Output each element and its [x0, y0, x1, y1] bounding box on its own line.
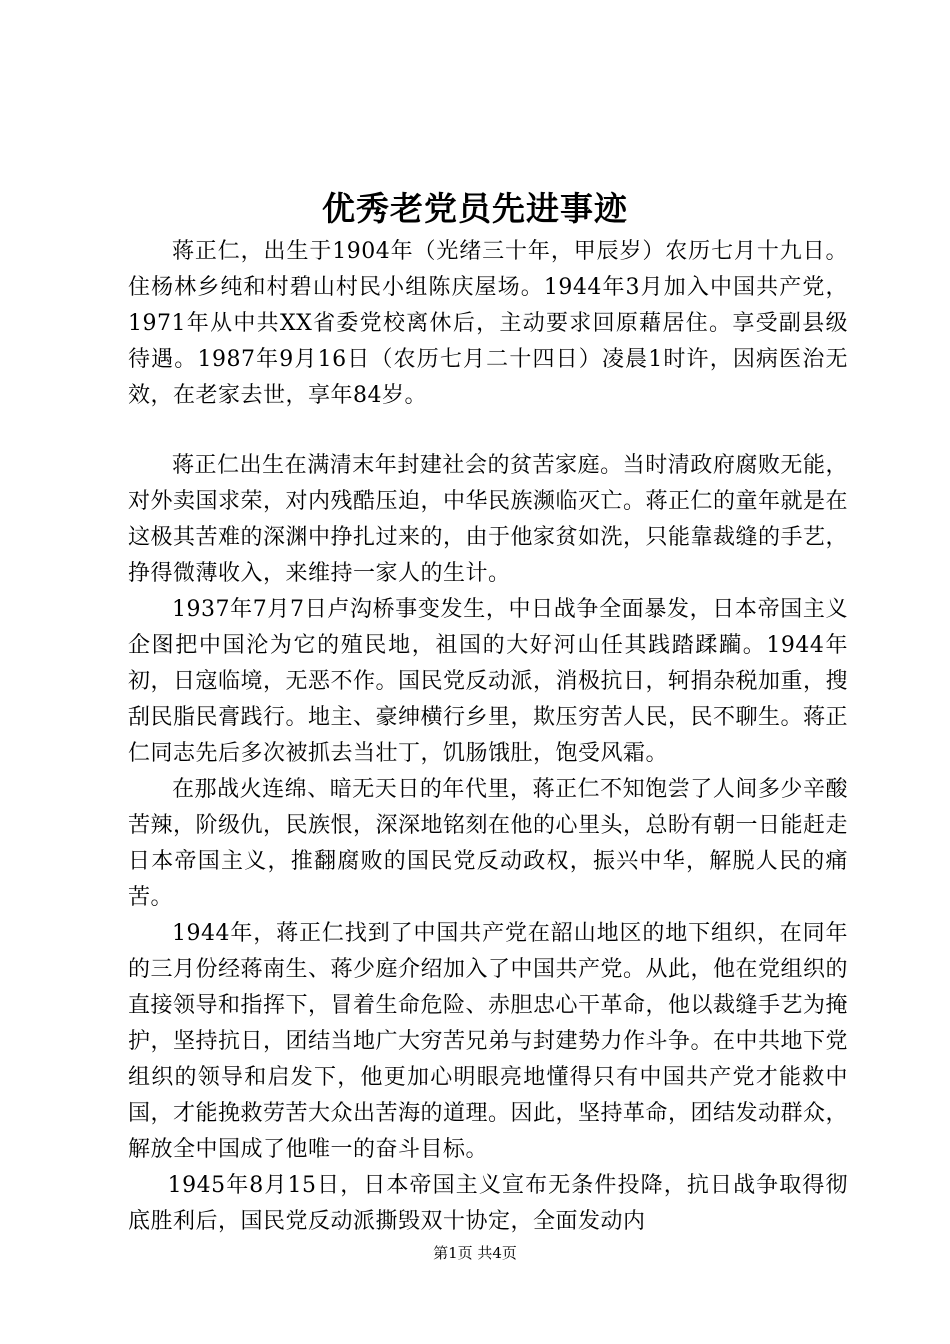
paragraph-6: 1945年8月15日，日本帝国主义宣布无条件投降，抗日战争取得彻底胜利后，国民党反动派撕毁双十协定，全面发动内: [128, 1173, 848, 1234]
paragraph-5: 1944年，蒋正仁找到了中国共产党在韶山地区的地下组织，在同年的三月份经蒋南生、蒋少庭介绍加入了中国共产党。从此，他在党组织的直接领导和指挥下，冒着生命危险、赤胆忠心干革命，他以裁缝手艺为掩护，坚持抗日，团结当地广大穷苦兄弟与封建势力作斗争。在中共地下党组织的领导和启发下，他更加心明眼亮地懂得只有中国共产党才能救中国，才能挽救劳苦大众出苦海的道理。因此，坚持革命，团结发动群众，解放全中国成了他唯一的奋斗目标。: [128, 921, 849, 1162]
document-body: [128, 234, 848, 1240]
paragraph-2: 蒋正仁出生在满清末年封建社会的贫苦家庭。当时清政府腐败无能，对外卖国求荣，对内残酷压迫，中华民族濒临灭亡。蒋正仁的童年就是在这极其苦难的深渊中挣扎过来的，由于他家贫如洗，只能靠裁缝的手艺，挣得微薄收入，来维持一家人的生计。: [128, 453, 849, 586]
paragraph-3: 1937年7月7日卢沟桥事变发生，中日战争全面暴发，日本帝国主义企图把中国沦为它的殖民地，祖国的大好河山任其践踏蹂躏。1944年初，日寇临境，无恶不作。国民党反动派，消极抗日，轲捐杂税加重，搜刮民脂民膏践行。地主、豪绅横行乡里，欺压穷苦人民，民不聊生。蒋正仁同志先后多次被抓去当壮丁，饥肠饿肚，饱受风霜。: [128, 597, 849, 766]
paragraph-4: 在那战火连绵、暗无天日的年代里，蒋正仁不知饱尝了人间多少辛酸苦辣，阶级仇，民族恨，深深地铭刻在他的心里头，总盼有朝一日能赶走日本帝国主义，推翻腐败的国民党反动政权，振兴中华，解脱人民的痛苦。: [128, 777, 849, 910]
paragraph-1: 蒋正仁，出生于1904年（光绪三十年，甲辰岁）农历七月十九日。住杨林乡纯和村碧山村民小组陈庆屋场。1944年3月加入中国共产党，1971年从中共XX省委党校离休后，主动要求回原藉居住。享受副县级待遇。1987年9月16日（农历七月二十四日）凌晨1时许，因病医治无效，在老家去世，享年84岁。: [128, 239, 848, 408]
document-title: 优秀老党员先进事迹: [322, 189, 628, 228]
page-footer: 第1页 共4页: [433, 1244, 517, 1262]
